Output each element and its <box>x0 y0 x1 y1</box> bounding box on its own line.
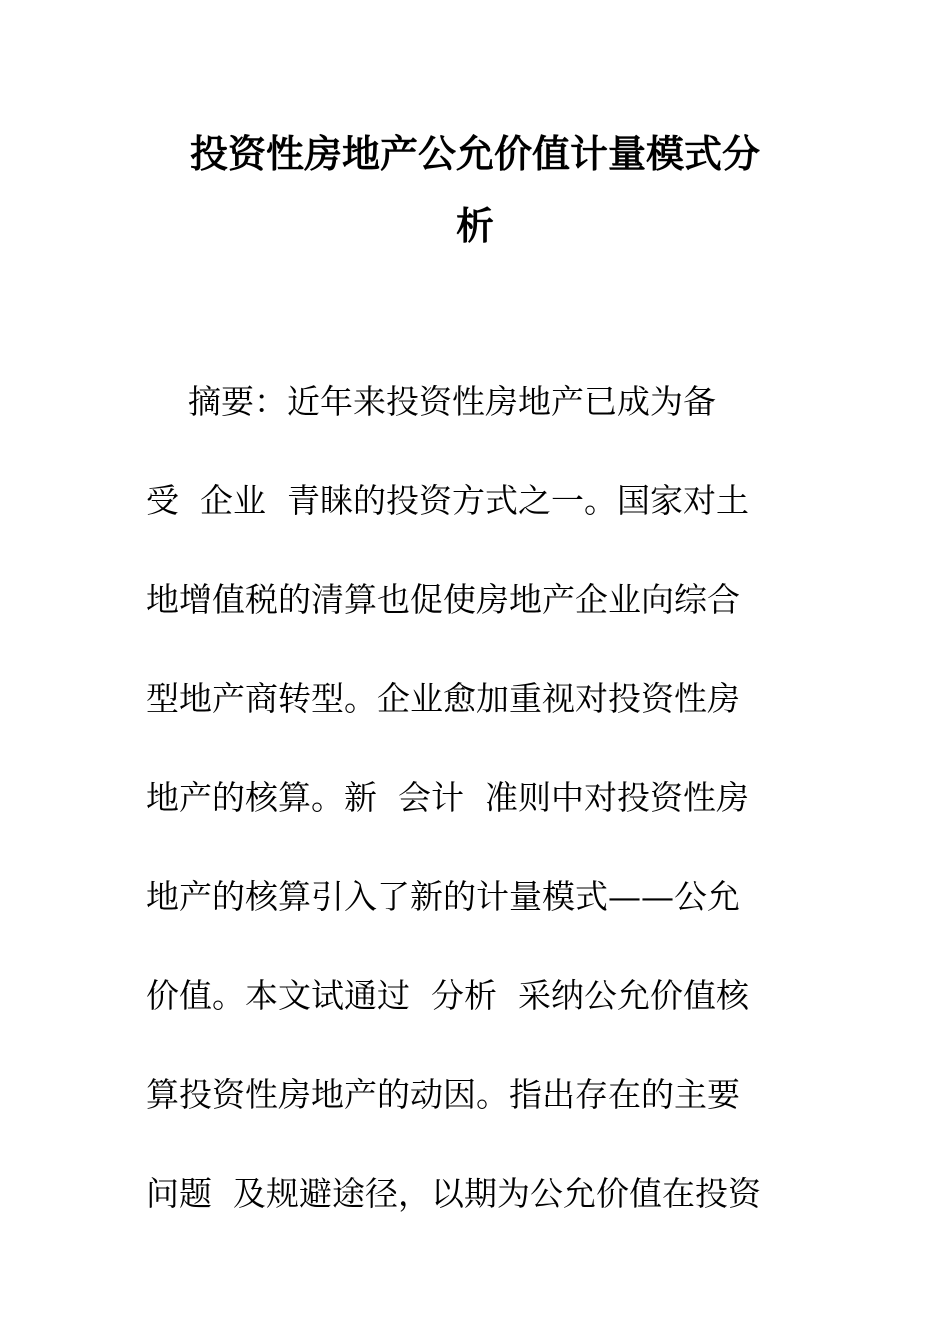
body-line-2: 受 企业 青睐的投资方式之一。国家对土 <box>146 481 749 520</box>
body-line-5: 地产的核算。新 会计 准则中对投资性房 <box>146 778 749 817</box>
body-line-9: 问题 及规避途径，以期为公允价值在投资 <box>146 1174 761 1213</box>
body-line-1: 摘要：近年来投资性房地产已成为备 <box>146 382 716 421</box>
body-line-8: 算投资性房地产的动因。指出存在的主要 <box>146 1075 740 1114</box>
body-line-6: 地产的核算引入了新的计量模式——公允 <box>146 877 740 916</box>
body-line-4: 型地产商转型。企业愈加重视对投资性房 <box>146 679 740 718</box>
document-title-line-1: 投资性房地产公允价值计量模式分 <box>189 132 760 176</box>
document-title <box>140 118 810 262</box>
body-line-7: 价值。本文试通过 分析 采纳公允价值核 <box>146 976 749 1015</box>
body-line-3: 地增值税的清算也促使房地产企业向综合 <box>146 580 740 619</box>
document-title-line-2: 析 <box>455 204 494 248</box>
